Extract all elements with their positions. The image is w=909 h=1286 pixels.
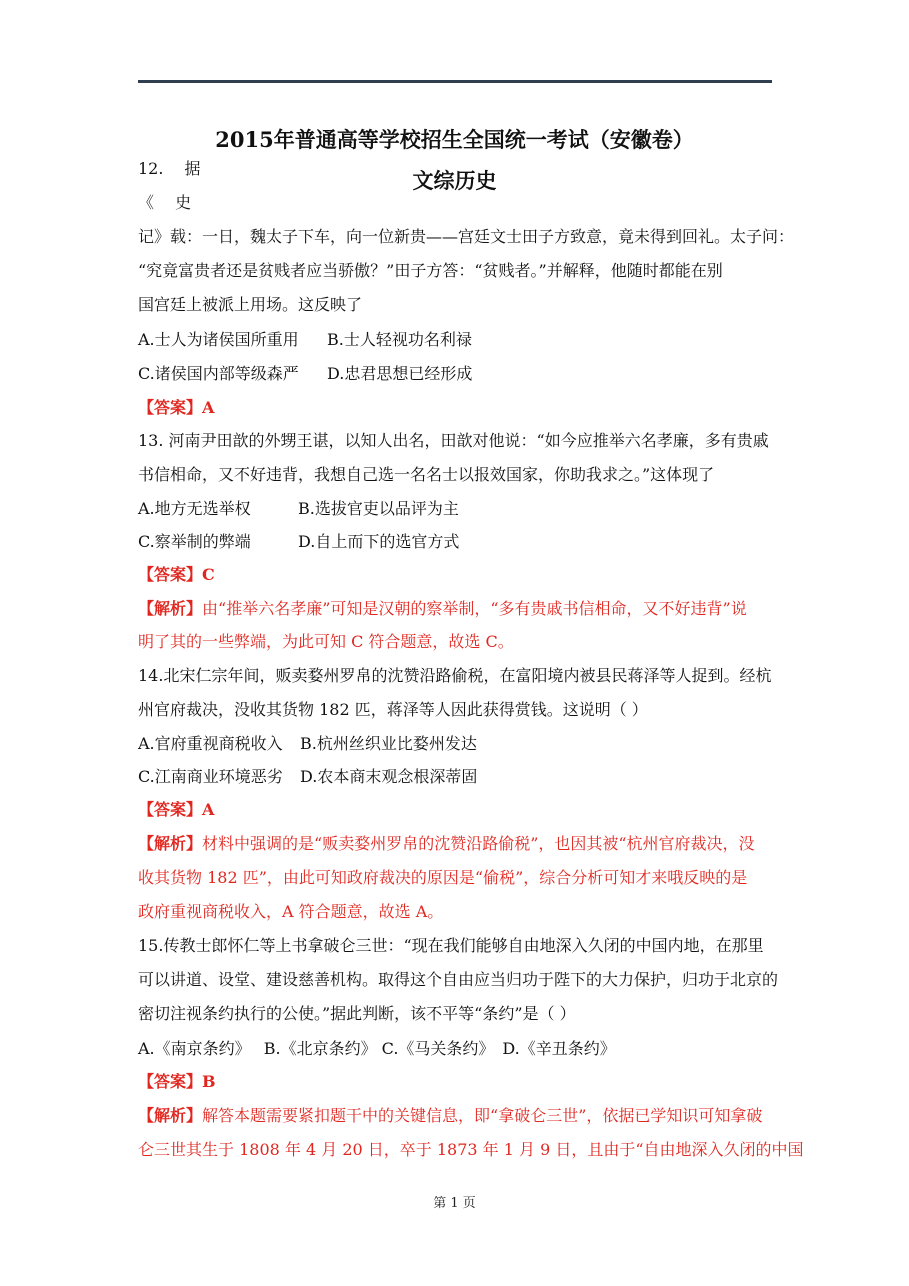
q13-line-2: 书信相命，又不好违背，我想自己选一名名士以报效国家，你助我求之。”这体现了	[138, 465, 715, 484]
q14-analysis-text-1: 材料中强调的是“贩卖婺州罗帛的沈赞沿路偷税”，也因其被“杭州官府裁决，没	[202, 834, 755, 853]
q13-option-a: A.地方无选举权	[138, 499, 251, 518]
q15-line-3: 密切注视条约执行的公使。”据此判断，该不平等“条约”是（ ）	[138, 1004, 576, 1023]
q12-answer	[138, 398, 214, 418]
q13-option-b: B.选拔官吏以品评为主	[298, 499, 459, 518]
q13-line-1: 13. 河南尹田歆的外甥王谌，以知人出名，田歆对他说：“如今应推举六名孝廉，多有贵戚	[138, 431, 769, 450]
q12-option-b: B.士人轻视功名利禄	[327, 330, 472, 349]
q14-line-1: 14.北宋仁宗年间，贩卖婺州罗帛的沈赞沿路偷税，在富阳境内被县民蒋泽等人捉到。经杭	[138, 666, 772, 685]
analysis-tag: 【解析】	[138, 834, 203, 853]
q14-analysis-2: 收其货物 182 匹”，由此可知政府裁决的原因是“偷税”，综合分析可知才来哦反映的是	[138, 868, 748, 887]
q15-analysis-text-1: 解答本题需要紧扣题干中的关键信息，即“拿破仑三世”，依据已学知识可知拿破	[202, 1106, 763, 1125]
q14-line-2: 州官府裁决，没收其货物 182 匹，蒋泽等人因此获得赏钱。这说明（ ）	[138, 700, 648, 719]
q12-option-d: D.忠君思想已经形成	[327, 364, 473, 383]
q15-analysis-2: 仑三世其生于 1808 年 4 月 20 日，卒于 1873 年 1 月 9 日，且由于“自由地深入久闭的中国	[138, 1140, 804, 1159]
q14-answer-value: A	[202, 800, 215, 819]
q14-option-c: C.江南商业环境恶劣	[138, 767, 283, 786]
q14-option-a: A.官府重视商税收入	[138, 734, 283, 753]
q13-answer-value: C	[202, 565, 215, 584]
page-number: 第 1 页	[433, 1196, 476, 1211]
q12-line-3: 记》载：一日，魏太子下车，向一位新贵——宫廷文士田子方致意，竟未得到回礼。太子问：	[138, 227, 795, 246]
q14-analysis-1	[138, 834, 755, 854]
answer-tag: 【答案】	[138, 398, 203, 417]
answer-tag: 【答案】	[138, 1072, 203, 1091]
q15-answer	[138, 1072, 216, 1092]
q14-answer	[138, 800, 214, 820]
q13-analysis-text-1: 由“推举六名孝廉”可知是汉朝的察举制，“多有贵戚书信相命，又不好违背”说	[202, 599, 747, 618]
q15-answer-value: B	[202, 1072, 216, 1091]
document-subtitle: 文综历史	[412, 168, 497, 193]
q14-option-b: B.杭州丝织业比婺州发达	[300, 734, 477, 753]
q13-answer	[138, 565, 215, 585]
q14-option-d: D.农本商末观念根深蒂固	[300, 767, 478, 786]
answer-tag: 【答案】	[138, 800, 203, 819]
q12-line-2: 《 史	[138, 193, 192, 212]
q12-line-1: 12. 据	[138, 159, 201, 178]
analysis-tag: 【解析】	[138, 1106, 203, 1125]
answer-tag: 【答案】	[138, 565, 203, 584]
q12-option-a: A.士人为诸侯国所重用	[138, 330, 299, 349]
q15-line-2: 可以讲道、设堂、建设慈善机构。取得这个自由应当归功于陛下的大力保护，归功于北京的	[138, 970, 779, 989]
q12-line-5: 国宫廷上被派上用场。这反映了	[138, 295, 363, 314]
q12-answer-value: A	[202, 398, 215, 417]
q15-analysis-1	[138, 1106, 762, 1126]
header-rule	[138, 80, 772, 83]
q13-option-c: C.察举制的弊端	[138, 532, 251, 551]
q12-option-c: C.诸侯国内部等级森严	[138, 364, 299, 383]
q15-options: A.《南京条约》 B.《北京条约》 C.《马关条约》 D.《辛丑条约》	[138, 1039, 616, 1058]
q14-analysis-3: 政府重视商税收入，A 符合题意，故选 A。	[138, 902, 444, 921]
q12-line-4: “究竟富贵者还是贫贱者应当骄傲？”田子方答：“贫贱者。”并解释，他随时都能在别	[138, 261, 723, 280]
document-title: 2015年普通高等学校招生全国统一考试（安徽卷）	[215, 127, 694, 152]
q13-option-d: D.自上而下的选官方式	[298, 532, 460, 551]
analysis-tag: 【解析】	[138, 599, 203, 618]
q13-analysis-1	[138, 599, 747, 619]
q15-line-1: 15.传教士郎怀仁等上书拿破仑三世：“现在我们能够自由地深入久闭的中国内地，在那里	[138, 936, 764, 955]
q13-analysis-2: 明了其的一些弊端，为此可知 C 符合题意，故选 C。	[138, 632, 514, 651]
